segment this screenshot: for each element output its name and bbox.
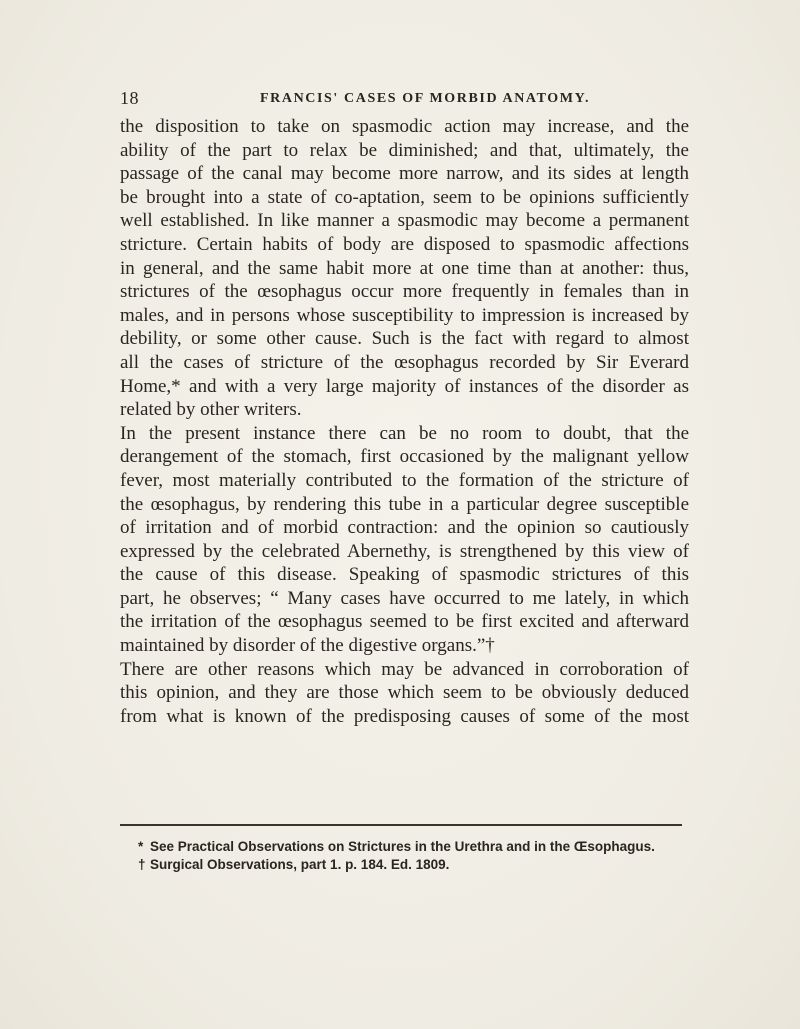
running-head: FRANCIS' CASES OF MORBID ANATOMY. xyxy=(260,91,591,106)
text-line: related by other writers. xyxy=(120,399,302,421)
footnote-item xyxy=(138,838,698,856)
text-line: this opinion, and they are those which seem to be obviously deduced xyxy=(120,682,689,704)
footnote-mark: † xyxy=(138,857,146,872)
text-line: well established. In like manner a spasmodic may become a permanent xyxy=(120,210,689,232)
text-line: There are other reasons which may be advanced in corroboration of xyxy=(120,658,689,680)
footnote-text: See Practical Observations on Strictures in the Urethra and in the Œsophagus. xyxy=(150,839,655,854)
text-line: all the cases of stricture of the œsophagus recorded by Sir Everard xyxy=(120,351,689,373)
text-line: the œsophagus, by rendering this tube in a particular degree susceptible xyxy=(120,493,689,515)
text-line: fever, most materially contributed to the formation of the stricture of xyxy=(120,469,689,491)
text-line: the disposition to take on spasmodic action may increase, and the xyxy=(120,116,689,137)
text-line: of irritation and of morbid contraction: and the opinion so cautiously xyxy=(120,517,689,539)
body-text xyxy=(120,115,689,728)
text-line: in general, and the same habit more at one time than at another: thus, xyxy=(120,257,689,279)
footnote-mark: * xyxy=(138,839,144,854)
text-line: debility, or some other cause. Such is the fact with regard to almost xyxy=(120,328,689,350)
text-line: expressed by the celebrated Abernethy, is strengthened by this view of xyxy=(120,540,689,562)
text-line: the irritation of the œsophagus seemed to be first excited and afterward xyxy=(120,611,689,633)
footnote-divider xyxy=(120,824,682,826)
text-line: derangement of the stomach, first occasioned by the malignant yellow xyxy=(120,446,689,468)
page-header xyxy=(120,88,690,108)
text-line: males, and in persons whose susceptibility to impression is increased by xyxy=(120,304,689,326)
text-line: In the present instance there can be no room to doubt, that the xyxy=(120,422,689,444)
text-line: from what is known of the predisposing causes of some of the most xyxy=(120,705,689,727)
text-line: maintained by disorder of the digestive organs.”† xyxy=(120,635,495,657)
text-line: ability of the part to relax be diminished; and that, ultimately, the xyxy=(120,139,689,161)
text-line: the cause of this disease. Speaking of spasmodic strictures of this xyxy=(120,564,689,586)
text-line: be brought into a state of co-aptation, seem to be opinions sufficiently xyxy=(120,186,689,208)
footnote-item xyxy=(138,856,698,874)
footnotes xyxy=(138,838,698,874)
text-line: passage of the canal may become more narrow, and its sides at length xyxy=(120,163,689,185)
text-line: part, he observes; “ Many cases have occurred to me lately, in which xyxy=(120,587,689,609)
page-number: 18 xyxy=(120,88,139,108)
text-line: Home,* and with a very large majority of instances of the disorder as xyxy=(120,375,689,397)
text-line: strictures of the œsophagus occur more frequently in females than in xyxy=(120,281,689,303)
footnote-text: Surgical Observations, part 1. p. 184. Ed. 1809. xyxy=(150,857,450,872)
text-line: stricture. Certain habits of body are disposed to spasmodic affections xyxy=(120,233,689,255)
